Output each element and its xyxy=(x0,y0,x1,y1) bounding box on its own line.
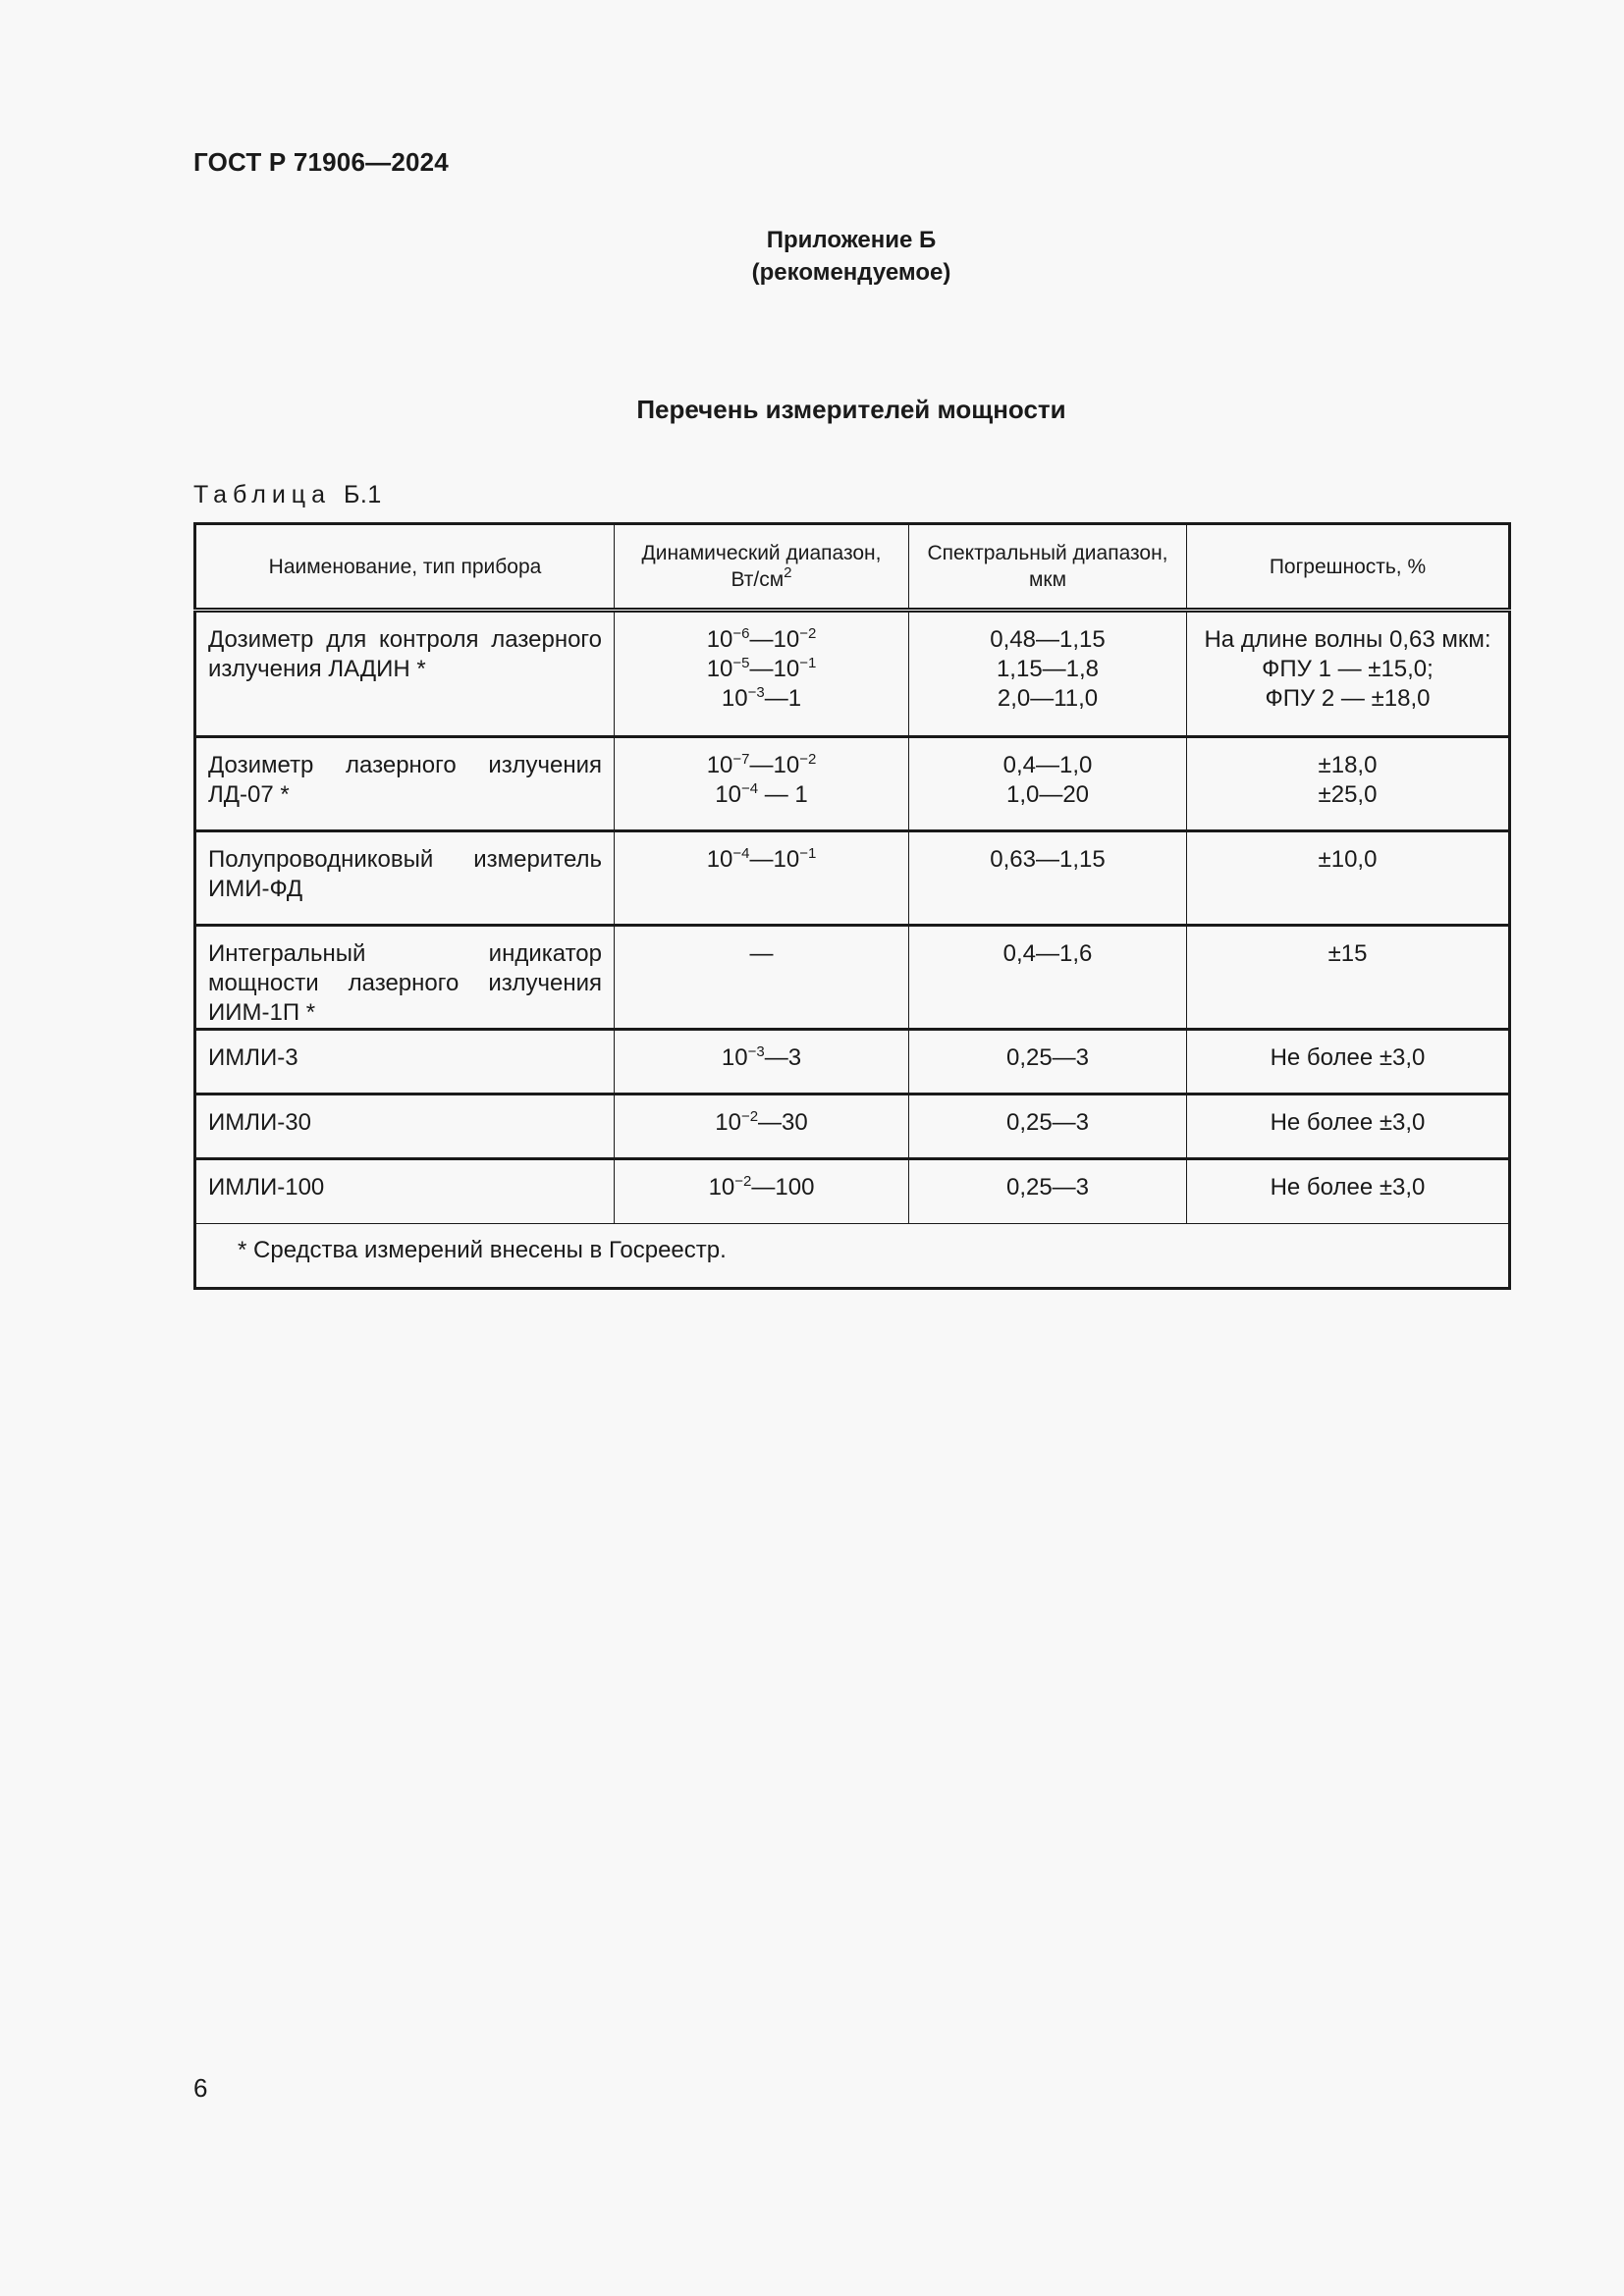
cell-dynamic-range xyxy=(615,737,909,831)
cell-spectral-range: 0,4—1,0 1,0—20 xyxy=(909,737,1187,831)
cell-dynamic-range xyxy=(615,1095,909,1159)
page-number: 6 xyxy=(193,2073,208,2103)
cell-error: ±15 xyxy=(1187,926,1510,1030)
cell-instrument-name: Интегральный индикатор мощности лазерного излучения ИИМ-1П * xyxy=(195,926,615,1030)
table-row xyxy=(195,737,1510,831)
dynamic-range-line: $10^{-5}—10^{-1}$ xyxy=(706,655,817,682)
cell-spectral-range: 0,25—3 xyxy=(909,1159,1187,1224)
cell-instrument-name: Дозиметр лазерного излучения ЛД-07 * xyxy=(195,737,615,831)
cell-spectral-range: 0,25—3 xyxy=(909,1095,1187,1159)
header-dynamic-range: Динамический диапазон, $Вт/см^2$ xyxy=(615,524,909,611)
table-row xyxy=(195,611,1510,737)
dynamic-range-line: $10^{-6}—10^{-2}$ xyxy=(706,625,817,653)
cell-dynamic-range xyxy=(615,1159,909,1224)
cell-instrument-name: Дозиметр для контроля лазерного излучения ЛАДИН * xyxy=(195,611,615,737)
dynamic-range-line: $10^{-4}$ — 1 xyxy=(715,780,808,808)
appendix-status: (рекомендуемое) xyxy=(751,259,951,286)
section-title: Перечень измерителей мощности xyxy=(636,395,1066,424)
cell-spectral-range: 0,63—1,15 xyxy=(909,831,1187,926)
cell-instrument-name: Полупроводниковый измеритель ИМИ-ФД xyxy=(195,831,615,926)
table-footnote: * Средства измерений внесены в Госреестр. xyxy=(195,1224,1510,1289)
table-row xyxy=(195,1030,1510,1095)
table-footnote-row xyxy=(195,1224,1510,1289)
table-caption xyxy=(193,481,382,509)
cell-spectral-range: 0,25—3 xyxy=(909,1030,1187,1095)
dynamic-range-line: $10^{-3}—3$ xyxy=(721,1043,802,1071)
table-row xyxy=(195,1159,1510,1224)
dynamic-range-line: $10^{-7}—10^{-2}$ xyxy=(706,751,817,778)
table-row xyxy=(195,831,1510,926)
table-row xyxy=(195,1095,1510,1159)
table-caption-word: Таблица xyxy=(193,481,332,508)
header-name: Наименование, тип прибора xyxy=(195,524,615,611)
cell-dynamic-range xyxy=(615,611,909,737)
cell-error: Не более ±3,0 xyxy=(1187,1095,1510,1159)
cell-error: ±18,0 ±25,0 xyxy=(1187,737,1510,831)
cell-error: ±10,0 xyxy=(1187,831,1510,926)
cell-spectral-range: 0,48—1,15 1,15—1,8 2,0—11,0 xyxy=(909,611,1187,737)
table-row xyxy=(195,926,1510,1030)
dynamic-range-line: $10^{-4}—10^{-1}$ xyxy=(706,845,817,873)
dynamic-range-line: $10^{-2}—100$ xyxy=(708,1173,815,1201)
cell-instrument-name: ИМЛИ-30 xyxy=(195,1095,615,1159)
header-spectral-range: Спектральный диапазон, мкм xyxy=(909,524,1187,611)
instruments-table xyxy=(193,522,1511,1290)
document-header: ГОСТ Р 71906—2024 xyxy=(193,147,449,177)
header-error: Погрешность, % xyxy=(1187,524,1510,611)
cell-dynamic-range xyxy=(615,831,909,926)
cell-instrument-name: ИМЛИ-3 xyxy=(195,1030,615,1095)
cell-error: На длине волны 0,63 мкм: ФПУ 1 — ±15,0; ФПУ 2 — ±18,0 xyxy=(1187,611,1510,737)
cell-error: Не более ±3,0 xyxy=(1187,1030,1510,1095)
table-caption-number: Б.1 xyxy=(343,481,382,508)
table-header-row xyxy=(195,524,1510,611)
cell-dynamic-range xyxy=(615,1030,909,1095)
appendix-title: Приложение Б xyxy=(766,227,937,253)
cell-spectral-range: 0,4—1,6 xyxy=(909,926,1187,1030)
dynamic-range-line: $10^{-2}—30$ xyxy=(715,1108,808,1136)
dynamic-range-line: $10^{-3}—1$ xyxy=(721,684,802,712)
cell-dynamic-range: — xyxy=(615,926,909,1030)
cell-error: Не более ±3,0 xyxy=(1187,1159,1510,1224)
cell-instrument-name: ИМЛИ-100 xyxy=(195,1159,615,1224)
appendix-heading xyxy=(0,224,1624,289)
